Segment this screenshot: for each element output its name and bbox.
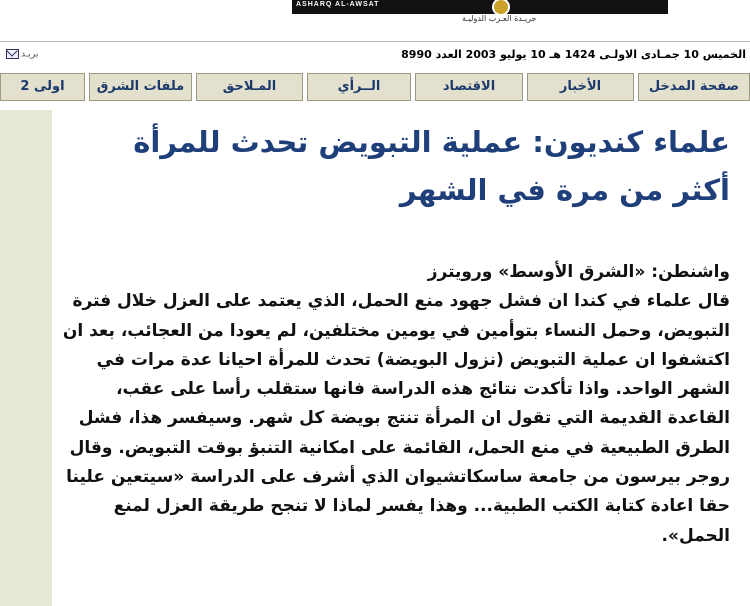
tab-opinion[interactable]: الــرأي xyxy=(307,73,411,101)
tab-front-page-2[interactable]: اولى 2 xyxy=(0,73,85,101)
logo-english-text: ASHARQ AL-AWSAT xyxy=(296,1,380,8)
article-text: قال علماء في كندا ان فشل جهود منع الحمل، الذي يعتمد على العزل خلال فترة التبويض، وحمل النساء بتوأمين في يومين مختلفين، لم يعودا من العجائب، بعد ان اكتشفوا ان عملية التبويض (نزول البويضة) تحدث للمرأة احيانا عدة مرات في الشهر الواحد. واذا تأكدت نتائج هذه الدراسة فانها ستقلب رأسا على عقب، القاعدة القديمة التي تقول ان المرأة تنتج بويضة كل شهر. وسيفسر هذا، فشل الطرق الطبيعية في منع الحمل، القائمة على امكانية التنبؤ بوقت التبويض. وقال روجر بيرسون من جامعة ساسكاتشيوان الذي أشرف على الدراسة «سيتعين علينا حقا اعادة كتابة الكتب الطبية... وهذا يفسر لماذا لا تنجح طريقة العزل لمنع الحمل». xyxy=(62,291,730,546)
logo-banner xyxy=(292,0,668,14)
section-nav xyxy=(0,73,750,103)
tab-news[interactable]: الأخبار xyxy=(527,73,634,101)
envelope-icon xyxy=(6,49,19,59)
newspaper-logo[interactable] xyxy=(292,0,668,32)
left-gutter xyxy=(0,110,52,606)
article-headline: علماء كنديون: عملية التبويض تحدث للمرأة أكثر من مرة في الشهر xyxy=(133,125,730,207)
tab-economy[interactable]: الاقتصاد xyxy=(415,73,523,101)
dateline-bar xyxy=(0,47,750,65)
tab-supplements[interactable]: المـلاحق xyxy=(196,73,303,101)
tab-home[interactable]: صفحة المدخل xyxy=(638,73,750,101)
logo-tagline: جريـدة العـرب الدوليـة xyxy=(462,14,537,23)
tab-sharq-files[interactable]: ملفات الشرق xyxy=(89,73,192,101)
article-body xyxy=(50,258,730,551)
article-byline: واشنطن: «الشرق الأوسط» ورويترز xyxy=(427,262,730,282)
mail-link[interactable] xyxy=(6,49,38,60)
masthead xyxy=(0,0,750,38)
issue-date: الخميس 10 جمـادى الاولـى 1424 هـ 10 يوليو 2003 العدد 8990 xyxy=(401,48,746,61)
header-divider xyxy=(0,41,750,42)
mail-label: بريـد xyxy=(21,49,39,60)
